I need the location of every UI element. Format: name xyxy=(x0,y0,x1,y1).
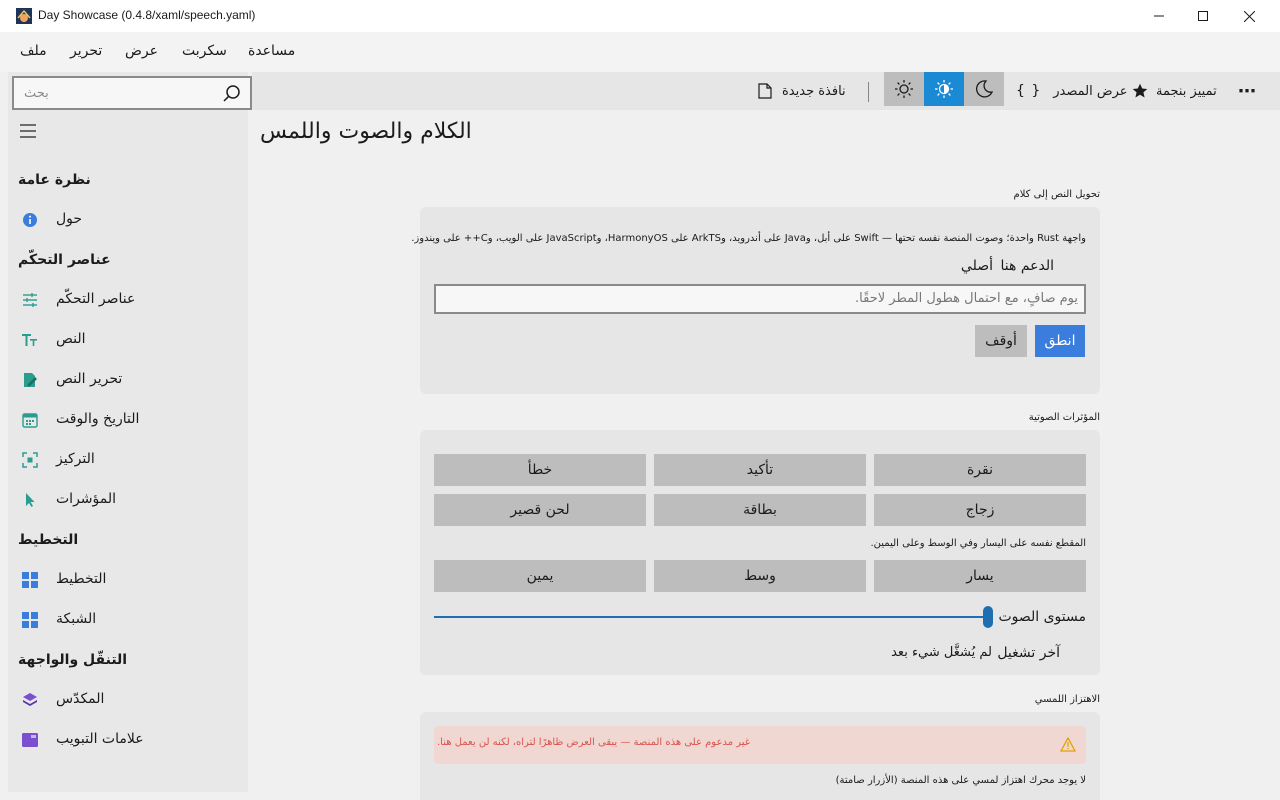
more-options-button[interactable] xyxy=(1238,72,1256,110)
new-document-icon xyxy=(758,83,772,99)
nav-header-navigation: التنقّل والواجهة xyxy=(18,652,128,668)
minimize-icon xyxy=(1154,11,1164,21)
grid-icon xyxy=(22,612,38,628)
sidebar-item-focus[interactable] xyxy=(8,442,248,478)
stack-icon xyxy=(22,692,38,708)
close-icon xyxy=(1244,11,1255,22)
menu-bar xyxy=(0,32,1280,72)
haptics-warning xyxy=(434,726,1086,764)
sun-half-icon xyxy=(934,79,954,99)
last-played-value: لم يُشغَّل شيء بعد xyxy=(891,645,992,660)
tts-support-label: الدعم هنا xyxy=(1000,258,1054,274)
auto-theme-button[interactable] xyxy=(924,72,964,106)
sidebar-item-tabs[interactable] xyxy=(8,722,248,758)
layout-icon xyxy=(22,572,38,588)
sidebar-item-label: عناصر التحكّم xyxy=(56,291,136,307)
warning-icon xyxy=(1060,737,1076,752)
sun-outline-icon xyxy=(894,79,914,99)
favorite-button[interactable] xyxy=(1132,72,1217,110)
title-bar xyxy=(0,0,1280,32)
stop-button[interactable]: أوقف xyxy=(975,325,1027,357)
sidebar-item-label: الشبكة xyxy=(56,611,97,627)
sidebar-item-label: حول xyxy=(56,211,83,227)
sfx-glass-button[interactable]: زجاج xyxy=(874,494,1086,526)
sfx-section-label: المؤثرات الصوتية xyxy=(1028,412,1100,423)
new-window-label: نافذة جديدة xyxy=(782,83,846,99)
hamburger-menu-icon[interactable] xyxy=(20,124,36,138)
sfx-click-button[interactable]: نقرة xyxy=(874,454,1086,486)
app-icon xyxy=(16,8,32,24)
edit-icon xyxy=(22,372,38,388)
tts-support-value: أصلي xyxy=(960,258,993,274)
text-icon xyxy=(22,332,38,348)
haptics-card xyxy=(420,712,1100,800)
sfx-confirm-button[interactable]: تأكيد xyxy=(654,454,866,486)
sidebar-item-stack[interactable] xyxy=(8,682,248,718)
sidebar-item-label: المؤشرات xyxy=(56,491,117,507)
sidebar-item-label: التاريخ والوقت xyxy=(56,411,140,427)
nav-header-overview: نظرة عامة xyxy=(18,172,91,188)
volume-slider-track[interactable] xyxy=(434,616,990,618)
search-icon[interactable] xyxy=(222,84,242,104)
toolbar xyxy=(252,72,1280,110)
tts-text-input[interactable] xyxy=(434,284,1086,314)
focus-icon xyxy=(22,452,38,468)
pan-note: المقطع نفسه على اليسار وفي الوسط وعلى اليمين. xyxy=(870,538,1086,549)
braces-icon: { } xyxy=(1016,83,1042,99)
tabs-icon xyxy=(22,732,38,748)
sidebar-item-text-editing[interactable] xyxy=(8,362,248,398)
sfx-card xyxy=(420,430,1100,675)
sidebar-item-label: علامات التبويب xyxy=(56,731,144,747)
sidebar-item-label: المكدّس xyxy=(56,691,105,707)
menu-file[interactable]: ملف xyxy=(20,43,47,59)
sidebar-item-label: تحرير النص xyxy=(56,371,123,387)
sidebar-item-grid[interactable] xyxy=(8,602,248,638)
moon-icon xyxy=(974,79,994,99)
sidebar-item-label: التخطيط xyxy=(56,571,107,587)
dark-theme-button[interactable] xyxy=(964,72,1004,106)
sfx-error-button[interactable]: خطأ xyxy=(434,454,646,486)
pointer-icon xyxy=(22,492,38,508)
page-title: الكلام والصوت واللمس xyxy=(260,119,472,144)
sidebar-item-pointers[interactable] xyxy=(8,482,248,518)
pan-left-button[interactable]: يسار xyxy=(874,560,1086,592)
sidebar-item-about[interactable] xyxy=(8,202,248,238)
more-icon: ⋯ xyxy=(1238,80,1256,102)
light-theme-button[interactable] xyxy=(884,72,924,106)
new-window-button[interactable] xyxy=(758,72,846,110)
maximize-icon xyxy=(1198,11,1208,21)
tts-description: واجهة Rust واحدة؛ وصوت المنصة نفسه تحتها — Swift على أبل، وJava على أندرويد، وArkTS على HarmonyOS، وJavaScript على الويب، وC++ على ويندوز. xyxy=(411,233,1086,244)
haptics-note: لا يوجد محرك اهتزاز لمسي على هذه المنصة (الأزرار صامتة) xyxy=(835,775,1086,786)
sidebar xyxy=(8,72,248,792)
last-played-label: آخر تشغيل xyxy=(997,645,1060,661)
toolbar-separator xyxy=(868,82,869,102)
pan-right-button[interactable]: يمين xyxy=(434,560,646,592)
haptics-warning-text: غير مدعوم على هذه المنصة — يبقى العرض ظاهرًا لتراه، لكنه لن يعمل هنا. xyxy=(437,737,750,748)
star-icon xyxy=(1132,83,1148,99)
menu-help[interactable]: مساعدة xyxy=(248,43,296,59)
tts-card xyxy=(411,207,1100,394)
info-icon xyxy=(22,212,38,228)
sidebar-item-text[interactable] xyxy=(8,322,248,358)
menu-script[interactable]: سكربت xyxy=(182,43,227,59)
calendar-icon xyxy=(22,412,38,428)
search-placeholder: بحث xyxy=(24,86,49,101)
tts-input-value: يوم صافٍ، مع احتمال هطول المطر لاحقًا. xyxy=(855,291,1078,306)
volume-slider-thumb[interactable] xyxy=(983,606,993,628)
search-input[interactable] xyxy=(12,76,252,110)
nav-header-layout: التخطيط xyxy=(18,532,79,548)
sliders-icon xyxy=(22,292,38,308)
tts-section-label: تحويل النص إلى كلام xyxy=(1013,189,1100,200)
pan-center-button[interactable]: وسط xyxy=(654,560,866,592)
sidebar-item-date-time[interactable] xyxy=(8,402,248,438)
sidebar-item-label: التركيز xyxy=(56,451,95,467)
menu-edit[interactable]: تحرير xyxy=(70,43,103,59)
view-source-label: عرض المصدر xyxy=(1053,83,1128,99)
sfx-card-button[interactable]: بطاقة xyxy=(654,494,866,526)
sidebar-item-label: النص xyxy=(56,331,86,347)
speak-button[interactable]: انطق xyxy=(1035,325,1085,357)
window-title: Day Showcase (0.4.8/xaml/speech.yaml) xyxy=(38,8,256,22)
close-button[interactable] xyxy=(1226,0,1272,32)
sfx-jingle-button[interactable]: لحن قصير xyxy=(434,494,646,526)
sidebar-item-layout[interactable] xyxy=(8,562,248,598)
maximize-button[interactable] xyxy=(1180,0,1226,32)
view-source-button[interactable] xyxy=(1016,72,1128,110)
volume-label: مستوى الصوت xyxy=(998,609,1086,625)
minimize-button[interactable] xyxy=(1136,0,1182,32)
sidebar-item-controls[interactable] xyxy=(8,282,248,318)
menu-view[interactable]: عرض xyxy=(125,43,159,59)
nav-header-controls: عناصر التحكّم xyxy=(18,252,111,268)
haptics-section-label: الاهتزاز اللمسي xyxy=(1034,694,1100,705)
favorite-label: تمييز بنجمة xyxy=(1156,83,1217,99)
